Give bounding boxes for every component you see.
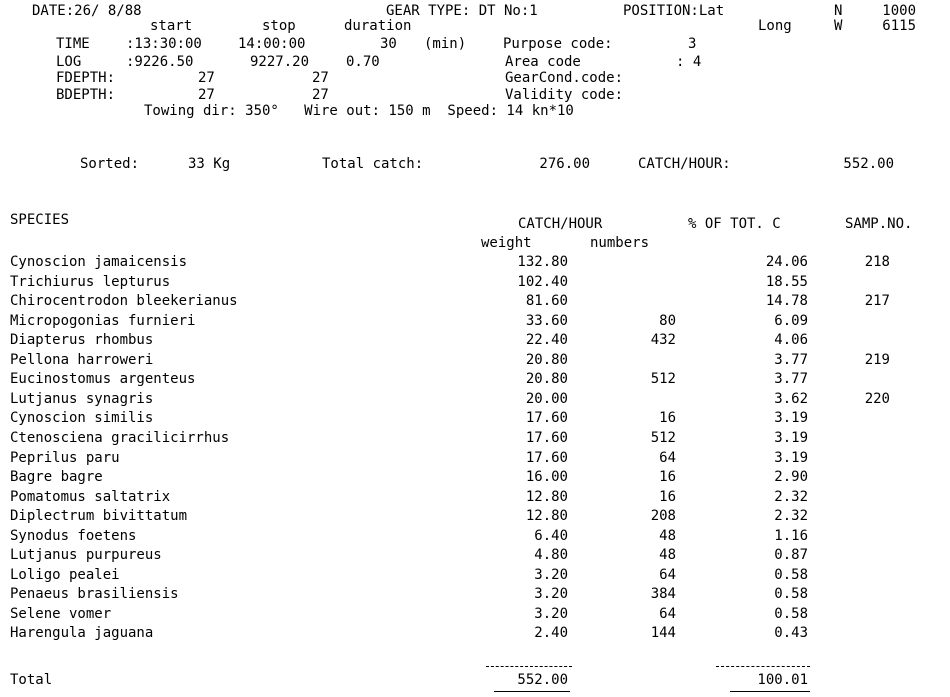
col-duration: duration [344,18,412,34]
weight-value: 17.60 [525,410,568,426]
time-start: :13:30:00 [126,36,202,52]
catch-per-hour-label: CATCH/HOUR: [638,156,731,172]
pct-value: 3.62 [774,391,808,407]
towing-info: Towing dir: 350° Wire out: 150 m Speed: 14 kn*10 [144,103,574,119]
weight-value: 16.00 [525,469,568,485]
date: DATE:26/ 8/88 [32,3,142,19]
species-name: Pellona harroweri [10,352,154,368]
time-stop: 14:00:00 [238,36,306,52]
pct-value: 0.58 [774,567,808,583]
weight-value: 12.80 [525,489,568,505]
pct-value: 1.16 [774,528,808,544]
sorted-label: Sorted: [80,156,140,172]
weight-value: 102.40 [517,274,568,290]
total-catch-value: 276.00 [539,156,590,172]
species-name: Chirocentrodon bleekerianus [10,293,238,309]
total-catch-label: Total catch: [322,156,424,172]
numbers-value: 208 [650,508,676,524]
numbers-value: 16 [659,489,676,505]
species-name: Peprilus paru [10,450,120,466]
species-name: Cynoscion similis [10,410,154,426]
pct-value: 3.19 [774,430,808,446]
numbers-value: 512 [650,371,676,387]
species-name: Ctenosciena gracilicirrhus [10,430,230,446]
samp-header: SAMP.NO. [845,216,913,232]
lat-hemisphere: N [834,3,843,19]
gear-type: GEAR TYPE: DT No:1 [386,3,538,19]
log-label: LOG [56,54,82,70]
time-unit: (min) [424,36,467,52]
total-weight-underline [494,691,570,692]
log-distance: 0.70 [346,54,380,70]
numbers-value: 80 [659,313,676,329]
weight-value: 20.00 [525,391,568,407]
pct-value: 3.19 [774,450,808,466]
total-pct: 100.01 [757,672,808,688]
weight-value: 2.40 [534,625,568,641]
log-stop: 9227.20 [250,54,310,70]
weight-value: 4.80 [534,547,568,563]
numbers-value: 144 [650,625,676,641]
bdepth-stop: 27 [312,87,329,103]
fdepth-label: FDEPTH: [56,70,116,86]
lat-value: 1000 [882,3,916,19]
time-label: TIME [56,36,90,52]
long-value: 6115 [882,18,916,34]
purpose-value: 3 [688,36,697,52]
fdepth-start: 27 [198,70,215,86]
species-name: Trichiurus lepturus [10,274,171,290]
purpose-label: Purpose code: [503,36,613,52]
species-name: Lutjanus synagris [10,391,154,407]
numbers-value: 64 [659,450,676,466]
species-name: Synodus foetens [10,528,137,544]
validity-label: Validity code: [505,87,624,103]
pct-value: 3.19 [774,410,808,426]
species-name: Loligo pealei [10,567,120,583]
species-name: Lutjanus purpureus [10,547,162,563]
species-name: Selene vomer [10,606,112,622]
weight-value: 17.60 [525,430,568,446]
numbers-value: 64 [659,567,676,583]
bdepth-label: BDEPTH: [56,87,116,103]
long-hemisphere: W [834,18,843,34]
pct-value: 24.06 [765,254,808,270]
total-pct-underline [730,691,810,692]
weight-value: 20.80 [525,371,568,387]
long-label: Long [758,18,792,34]
pct-value: 0.58 [774,586,808,602]
bdepth-start: 27 [198,87,215,103]
numbers-header: numbers [590,235,650,251]
numbers-value: 384 [650,586,676,602]
pct-value: 0.43 [774,625,808,641]
catch-per-hour-value: 552.00 [843,156,894,172]
species-header: SPECIES [10,212,70,228]
species-name: Cynoscion jamaicensis [10,254,188,270]
sorted-value: 33 Kg [188,156,231,172]
pct-value: 0.58 [774,606,808,622]
numbers-value: 512 [650,430,676,446]
fdepth-stop: 27 [312,70,329,86]
weight-value: 12.80 [525,508,568,524]
pct-value: 2.32 [774,508,808,524]
species-name: Diplectrum bivittatum [10,508,188,524]
pct-header: % OF TOT. C [688,216,781,232]
weight-value: 20.80 [525,352,568,368]
area-value: : 4 [676,54,702,70]
time-duration: 30 [380,36,397,52]
samp-value: 217 [864,293,890,309]
species-name: Pomatomus saltatrix [10,489,171,505]
samp-value: 220 [864,391,890,407]
weight-value: 33.60 [525,313,568,329]
samp-value: 218 [864,254,890,270]
weight-value: 132.80 [517,254,568,270]
position-label: POSITION:Lat [623,3,725,19]
species-name: Eucinostomus argenteus [10,371,196,387]
pct-value: 18.55 [765,274,808,290]
area-label: Area code [505,54,581,70]
samp-value: 219 [864,352,890,368]
pct-value: 4.06 [774,332,808,348]
weight-value: 81.60 [525,293,568,309]
weight-value: 17.60 [525,450,568,466]
weight-value: 3.20 [534,586,568,602]
species-name: Bagre bagre [10,469,103,485]
pct-value: 3.77 [774,352,808,368]
numbers-value: 48 [659,547,676,563]
col-start: start [150,18,193,34]
weight-value: 3.20 [534,606,568,622]
numbers-value: 64 [659,606,676,622]
numbers-value: 48 [659,528,676,544]
pct-value: 6.09 [774,313,808,329]
species-name: Diapterus rhombus [10,332,154,348]
total-weight-rule [486,666,572,667]
log-start: :9226.50 [126,54,194,70]
weight-value: 22.40 [525,332,568,348]
total-weight: 552.00 [517,672,568,688]
weight-value: 3.20 [534,567,568,583]
pct-value: 3.77 [774,371,808,387]
pct-value: 14.78 [765,293,808,309]
total-label: Total [10,672,53,688]
species-name: Micropogonias furnieri [10,313,196,329]
numbers-value: 432 [650,332,676,348]
pct-value: 2.90 [774,469,808,485]
gearcond-label: GearCond.code: [505,70,624,86]
total-pct-rule [716,666,810,667]
numbers-value: 16 [659,410,676,426]
species-name: Penaeus brasiliensis [10,586,179,602]
pct-value: 0.87 [774,547,808,563]
numbers-value: 16 [659,469,676,485]
species-name: Harengula jaguana [10,625,154,641]
pct-value: 2.32 [774,489,808,505]
col-stop: stop [262,18,296,34]
weight-header: weight [481,235,532,251]
weight-value: 6.40 [534,528,568,544]
catch-header: CATCH/HOUR [518,216,603,232]
